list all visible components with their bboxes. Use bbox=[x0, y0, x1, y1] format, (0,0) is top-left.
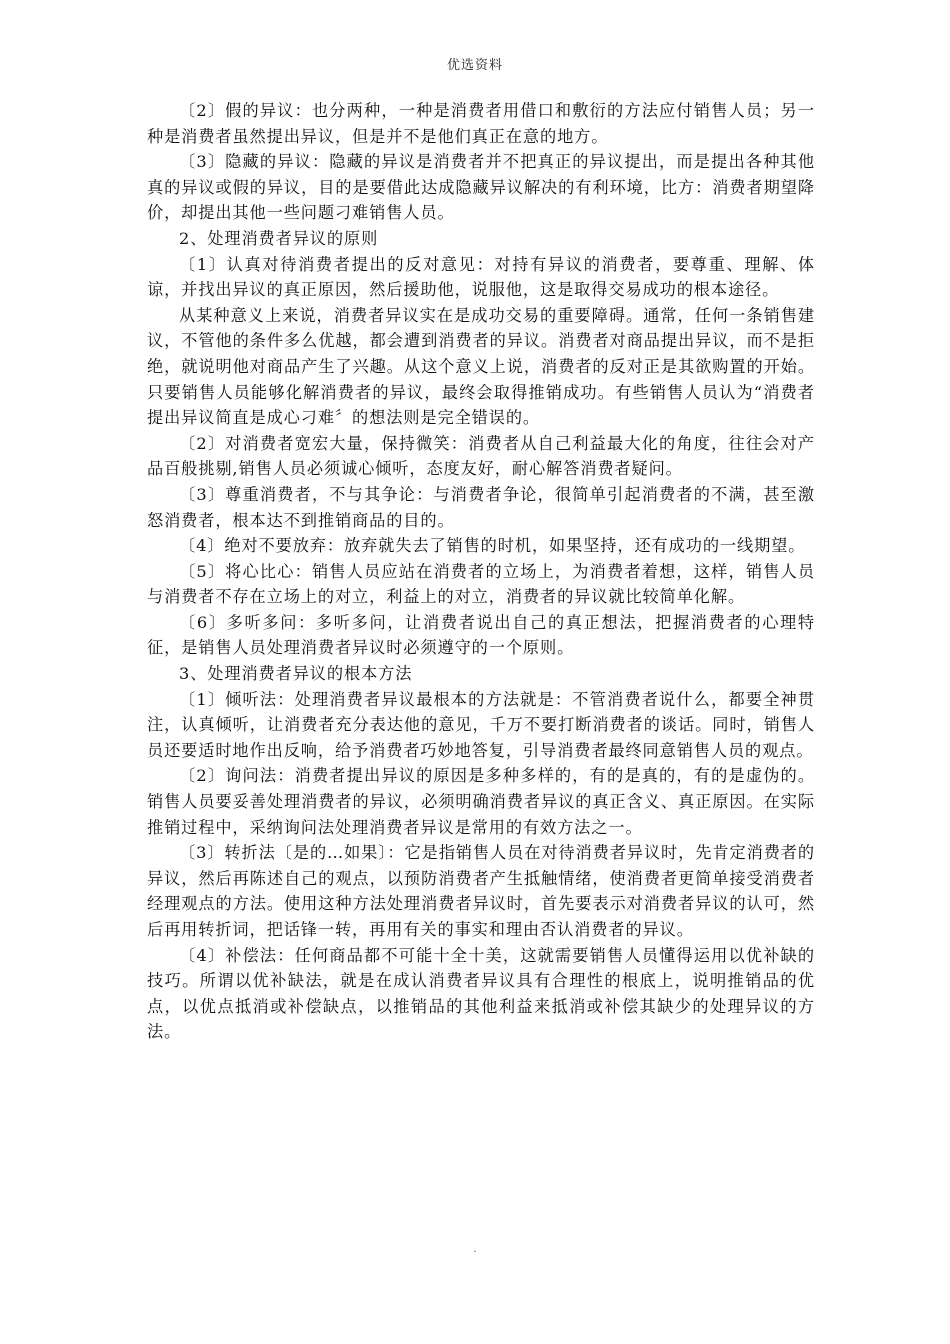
paragraph-principle-2: 〔2〕对消费者宽宏大量，保持微笑：消费者从自己利益最大化的角度，往往会对产品百般挑剔,销售人员必须诚心倾听，态度友好，耐心解答消费者疑问。 bbox=[147, 433, 815, 479]
paragraph-principle-5: 〔5〕将心比心：销售人员应站在消费者的立场上，为消费者着想，这样，销售人员与消费者不存在立场上的对立，利益上的对立，消费者的异议就比较简单化解。 bbox=[147, 561, 815, 607]
paragraph-principle-1: 〔1〕认真对待消费者提出的反对意见：对持有异议的消费者，要尊重、理解、体谅，并找出异议的真正原因，然后援助他，说服他，这是取得交易成功的根本途径。 bbox=[147, 254, 815, 300]
paragraph-principle-4: 〔4〕绝对不要放弃：放弃就失去了销售的时机，如果坚持，还有成功的一线期望。 bbox=[179, 536, 806, 556]
page-header: 优选资料 bbox=[446, 58, 503, 73]
paragraph-principle-1-explanation: 从某种意义上来说，消费者异议实在是成功交易的重要障碍。通常，任何一条销售建议，不管他的条件多么优越，都会遭到消费者的异议。消费者对商品提出异议，而不是拒绝，就说明他对商品产生了兴趣。从这个意义上说，消费者的反对正是其欲购置的开始。只要销售人员能够化解消费者的异议，最终会取得推销成功。有些销售人员认为“消费者提出异议简直是成心刁难〞的想法则是完全错误的。 bbox=[147, 305, 815, 428]
paragraph-principle-3: 〔3〕尊重消费者，不与其争论：与消费者争论，很简单引起消费者的不满，甚至激怒消费者，根本达不到推销商品的目的。 bbox=[147, 484, 815, 530]
paragraph-method-listening: 〔1〕倾听法：处理消费者异议最根本的方法就是：不管消费者说什么，都要全神贯注，认真倾听，让消费者充分表达他的意见，千万不要打断消费者的谈话。同时，销售人员还要适时地作出反响，给予消费者巧妙地答复，引导消费者最终同意销售人员的观点。 bbox=[147, 689, 815, 760]
paragraph-method-compensation: 〔4〕补偿法：任何商品都不可能十全十美，这就需要销售人员懂得运用以优补缺的技巧。所谓以优补缺法，就是在成认消费者异议具有合理性的根底上，说明推销品的优点，以优点抵消或补偿缺点，以推销品的其他利益来抵消或补偿其缺少的处理异议的方法。 bbox=[147, 945, 815, 1042]
section-heading-principles: 2、处理消费者异议的原则 bbox=[179, 228, 379, 248]
section-heading-methods: 3、处理消费者异议的根本方法 bbox=[179, 664, 413, 684]
paragraph-principle-6: 〔6〕多听多问：多听多问，让消费者说出自己的真正想法，把握消费者的心理特征，是销售人员处理消费者异议时必须遵守的一个原则。 bbox=[147, 612, 815, 658]
page-footer: . bbox=[473, 1244, 477, 1255]
paragraph-method-inquiry: 〔2〕询问法：消费者提出异议的原因是多种多样的，有的是真的，有的是虚伪的。销售人员要妥善处理消费者的异议，必须明确消费者异议的真正含义、真正原因。在实际推销过程中，采纳询问法处理消费者异议是常用的有效方法之一。 bbox=[147, 766, 815, 837]
paragraph-hidden-objection: 〔3〕隐藏的异议：隐藏的异议是消费者并不把真正的异议提出，而是提出各种其他真的异议或假的异议，目的是要借此达成隐藏异议解决的有利环境，比方：消费者期望降价，却提出其他一些问题刁难销售人员。 bbox=[147, 152, 815, 223]
document-body bbox=[147, 98, 815, 1045]
paragraph-false-objection: 〔2〕假的异议：也分两种，一种是消费者用借口和敷衍的方法应付销售人员；另一种是消费者虽然提出异议，但是并不是他们真正在意的地方。 bbox=[147, 101, 815, 146]
paragraph-method-turning: 〔3〕转折法〔是的…如果〕：它是指销售人员在对待消费者异议时，先肯定消费者的异议，然后再陈述自己的观点，以预防消费者产生抵触情绪，使消费者更简单接受消费者经理观点的方法。使用这种方法处理消费者异议时，首先要表示对消费者异议的认可，然后再用转折词，把话锋一转，再用有关的事实和理由否认消费者的异议。 bbox=[147, 843, 815, 939]
